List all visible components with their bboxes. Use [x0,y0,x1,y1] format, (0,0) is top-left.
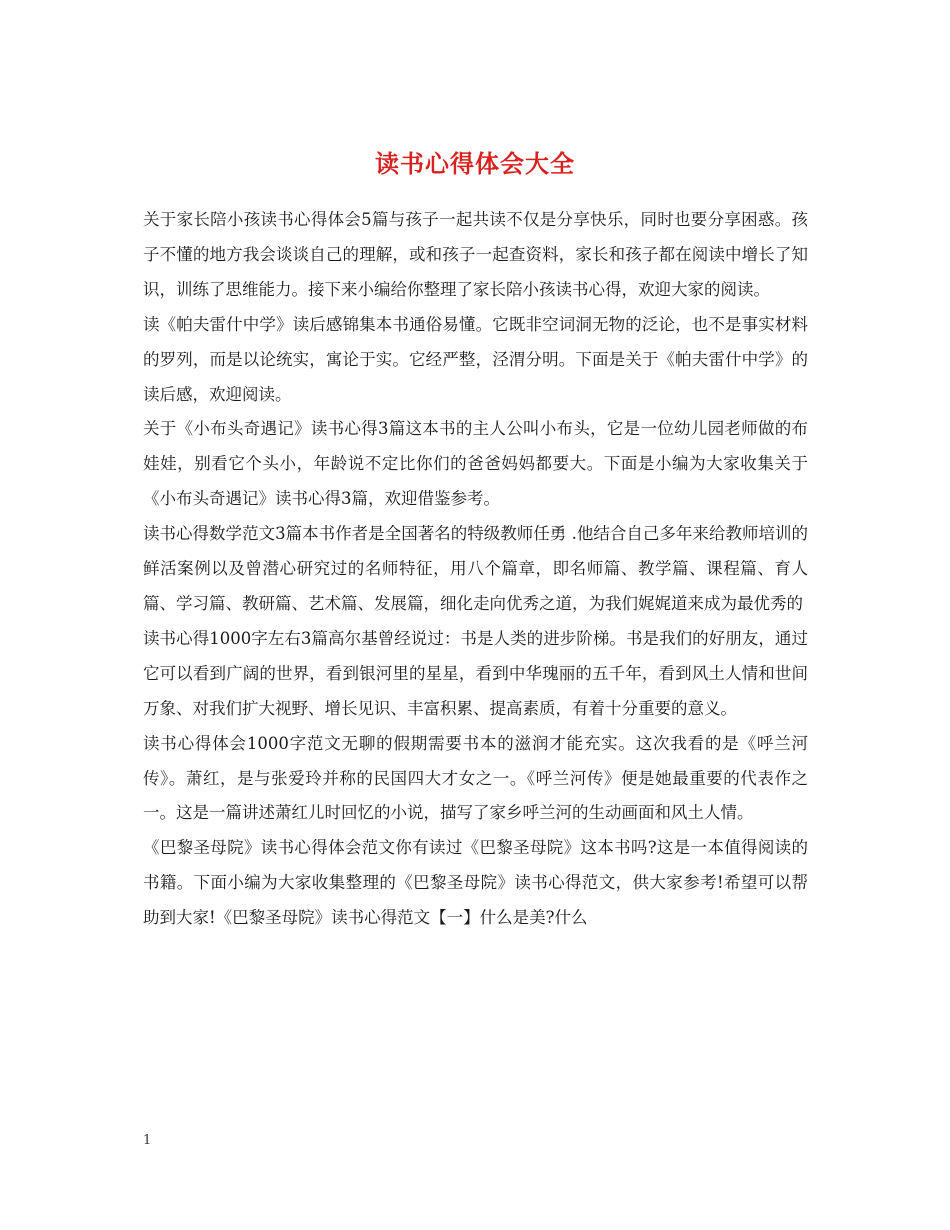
page-number: 1 [143,1133,152,1148]
paragraph-2: 读《帕夫雷什中学》读后感锦集本书通俗易懂。它既非空词洞无物的泛论，也不是事实材料的罗列，而是以论统实，寓论于实。它经严整，泾渭分明。下面是关于《帕夫雷什中学》的读后感，欢迎阅读。 [143,314,808,404]
paragraph-7: 《巴黎圣母院》读书心得体会范文你有读过《巴黎圣母院》这本书吗?这是一本值得阅读的书籍。下面小编为大家收集整理的《巴黎圣母院》读书心得范文，供大家参考!希望可以帮助到大家!《巴黎圣母院》读书心得范文【一】什么是美?什么 [143,838,808,928]
paragraph-4: 读书心得数学范文3篇本书作者是全国著名的特级教师任勇 .他结合自己多年来给教师培训的鲜活案例以及曾潜心研究过的名师特征，用八个篇章，即名师篇、教学篇、课程篇、育人篇、学习篇、教研篇、艺术篇、发展篇，细化走向优秀之道，为我们娓娓道来成为最优秀的 [143,524,808,613]
paragraph-3: 关于《小布头奇遇记》读书心得3篇这本书的主人公叫小布头，它是一位幼儿园老师做的布娃娃，别看它个头小，年龄说不定比你们的爸爸妈妈都要大。下面是小编为大家收集关于《小布头奇遇记》读书心得3篇，欢迎借鉴参考。 [143,419,808,509]
paragraph-1: 关于家长陪小孩读书心得体会5篇与孩子一起共读不仅是分享快乐，同时也要分享困惑。孩子不懂的地方我会谈谈自己的理解，或和孩子一起查资料，家长和孩子都在阅读中增长了知识，训练了思维能力。接下来小编给你整理了家长陪小孩读书心得，欢迎大家的阅读。 [143,210,808,299]
paragraph-5: 读书心得1000字左右3篇高尔基曾经说过：书是人类的进步阶梯。书是我们的好朋友，通过它可以看到广阔的世界，看到银河里的星星，看到中华瑰丽的五千年，看到风土人情和世间万象、对我们扩大视野、增长见识、丰富积累、提高素质，有着十分重要的意义。 [143,628,808,718]
paragraph-6: 读书心得体会1000字范文无聊的假期需要书本的滋润才能充实。这次我看的是《呼兰河传》。萧红，是与张爱玲并称的民国四大才女之一。《呼兰河传》便是她最重要的代表作之一。这是一篇讲述萧红儿时回忆的小说，描写了家乡呼兰河的生动画面和风土人情。 [143,733,808,823]
document-body [143,203,808,936]
document-title: 读书心得体会大全 [375,149,575,179]
